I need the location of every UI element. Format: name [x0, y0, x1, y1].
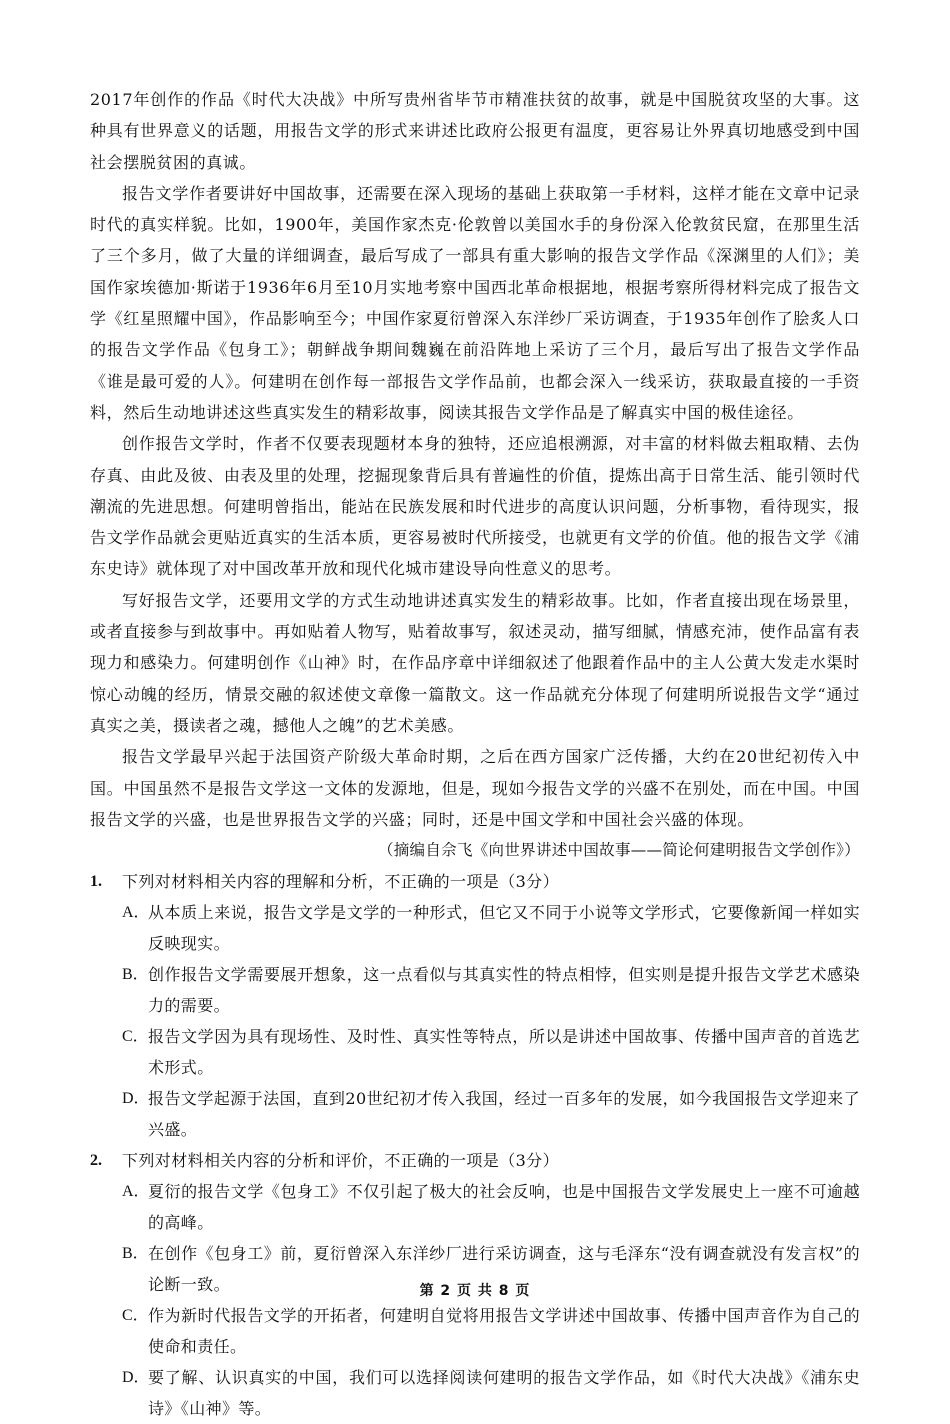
- option-a: [122, 897, 860, 959]
- option-d: [122, 1083, 860, 1145]
- option-text: 在创作《包身工》前，夏衍曾深入东洋纱厂进行采访调查，这与毛泽东“没有调查就没有发言权”的论断一致。: [148, 1244, 860, 1295]
- option-text: 从本质上来说，报告文学是文学的一种形式，但它又不同于小说等文学形式，它要像新闻一样如实反映现实。: [148, 903, 860, 954]
- option-d: [122, 1362, 860, 1424]
- question-number: 1.: [90, 873, 102, 891]
- passage-source: （摘编自佘飞《向世界讲述中国故事——简论何建明报告文学创作》）: [377, 841, 860, 860]
- passage-paragraph: 报告文学作者要讲好中国故事，还需要在深入现场的基础上获取第一手材料，这样才能在文章中记录时代的真实样貌。比如，1900年，美国作家杰克·伦敦曾以美国水手的身份深入伦敦贫民窟，在那里生活了三个多月，做了大量的详细调查，最后写成了一部具有重大影响的报告文学作品《深渊里的人们》；美国作家埃德加·斯诺于1936年6月至10月实地考察中国西北革命根据地，根据考察所得材料完成了报告文学《红星照耀中国》，作品影响至今；中国作家夏衍曾深入东洋纱厂采访调查，于1935年创作了脍炙人口的报告文学作品《包身工》；朝鲜战争期间魏巍在前沿阵地上采访了三个月，最后写出了报告文学作品《谁是最可爱的人》。何建明在创作每一部报告文学作品前，也都会深入一线采访，获取最直接的一手资料，然后生动地讲述这些真实发生的精彩故事，阅读其报告文学作品是了解真实中国的极佳途径。: [90, 183, 860, 422]
- option-letter: A．: [122, 904, 150, 922]
- question-number: 2.: [90, 1152, 102, 1170]
- question-stem: 下列对材料相关内容的分析和评价，不正确的一项是（3分）: [122, 1151, 559, 1171]
- option-a: [122, 1176, 860, 1238]
- option-text: 夏衍的报告文学《包身工》不仅引起了极大的社会反响，也是中国报告文学发展史上一座不可逾越的高峰。: [148, 1182, 860, 1233]
- option-b: [122, 959, 860, 1021]
- option-letter: B．: [122, 1245, 149, 1263]
- passage-paragraph: 2017年创作的作品《时代大决战》中所写贵州省毕节市精准扶贫的故事，就是中国脱贫攻坚的大事。这种具有世界意义的话题，用报告文学的形式来讲述比政府公报更有温度，更容易让外界真切地感受到中国社会摆脱贫困的真诚。: [90, 90, 860, 172]
- reading-passage: [90, 84, 860, 866]
- option-letter: C．: [122, 1307, 149, 1325]
- option-letter: B．: [122, 966, 149, 984]
- option-letter: D．: [122, 1090, 150, 1108]
- option-text: 要了解、认识真实的中国，我们可以选择阅读何建明的报告文学作品，如《时代大决战》《浦东史诗》《山神》等。: [148, 1368, 860, 1419]
- passage-paragraph: 报告文学最早兴起于法国资产阶级大革命时期，之后在西方国家广泛传播，大约在20世纪初传入中国。中国虽然不是报告文学这一文体的发源地，但是，现如今报告文学的兴盛不在别处，而在中国。中国报告文学的兴盛，也是世界报告文学的兴盛；同时，还是中国文学和中国社会兴盛的体现。: [90, 747, 860, 829]
- option-text: 创作报告文学需要展开想象，这一点看似与其真实性的特点相悖，但实则是提升报告文学艺术感染力的需要。: [148, 965, 860, 1016]
- option-text: 报告文学起源于法国，直到20世纪初才传入我国，经过一百多年的发展，如今我国报告文学迎来了兴盛。: [148, 1089, 860, 1140]
- option-text: 作为新时代报告文学的开拓者，何建明自觉将用报告文学讲述中国故事、传播中国声音作为自己的使命和责任。: [148, 1306, 860, 1357]
- page-content: [90, 84, 860, 1424]
- question-1: [90, 866, 860, 1145]
- option-c: [122, 1300, 860, 1362]
- option-letter: C．: [122, 1028, 149, 1046]
- passage-paragraph: 创作报告文学时，作者不仅要表现题材本身的独特，还应追根溯源，对丰富的材料做去粗取精、去伪存真、由此及彼、由表及里的处理，挖掘现象背后具有普遍性的价值，提炼出高于日常生活、能引领时代潮流的先进思想。何建明曾指出，能站在民族发展和时代进步的高度认识问题，分析事物，看待现实，报告文学作品就会更贴近真实的生活本质，更容易被时代所接受，也就更有文学的价值。他的报告文学《浦东史诗》就体现了对中国改革开放和现代化城市建设导向性意义的思考。: [90, 434, 860, 579]
- page-number: 第 2 页 共 8 页: [419, 1283, 531, 1299]
- option-c: [122, 1021, 860, 1083]
- question-stem: 下列对材料相关内容的理解和分析，不正确的一项是（3分）: [122, 872, 559, 892]
- option-letter: D．: [122, 1369, 150, 1387]
- option-text: 报告文学因为具有现场性、及时性、真实性等特点，所以是讲述中国故事、传播中国声音的首选艺术形式。: [148, 1027, 860, 1078]
- option-letter: A．: [122, 1183, 150, 1201]
- passage-paragraph: 写好报告文学，还要用文学的方式生动地讲述真实发生的精彩故事。比如，作者直接出现在场景里，或者直接参与到故事中。再如贴着人物写，贴着故事写，叙述灵动，描写细腻，情感充沛，使作品富有表现力和感染力。何建明创作《山神》时，在作品序章中详细叙述了他跟着作品中的主人公黄大发走水渠时惊心动魄的经历，情景交融的叙述使文章像一篇散文。这一作品就充分体现了何建明所说报告文学“通过真实之美，摄读者之魂，撼他人之魄”的艺术美感。: [90, 590, 860, 735]
